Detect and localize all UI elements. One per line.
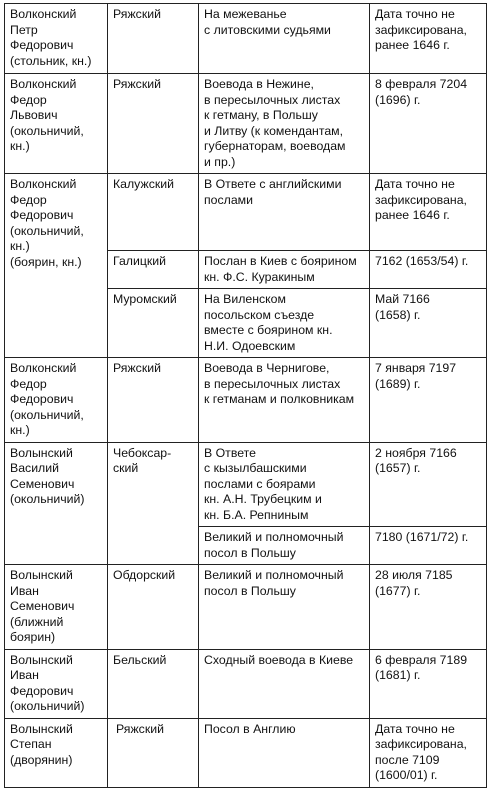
uezd-cell: Чебоксар- ский: [108, 442, 199, 565]
person-cell: Волконский Федор Федорович (окольничий, кн.): [5, 358, 108, 443]
post-cell: На межеванье с литовскими судьями: [199, 4, 370, 74]
date-cell: 6 февраля 7189 (1681) г.: [370, 649, 487, 718]
table-row: [5, 174, 487, 251]
person-cell: Волынский Степан (дворянин): [5, 718, 108, 787]
post-cell: Великий и полномочный посол в Польшу: [199, 527, 370, 565]
officials-table: [4, 3, 487, 788]
date-cell: 28 июля 7185 (1677) г.: [370, 565, 487, 650]
table-row: [5, 74, 487, 174]
uezd-cell: Калужский: [108, 174, 199, 251]
uezd-cell: Галицкий: [108, 251, 199, 289]
person-cell: Волынский Иван Федорович (окольничий): [5, 649, 108, 718]
table-row: [5, 565, 487, 650]
uezd-cell: Ряжский: [108, 358, 199, 443]
post-cell: Посол в Англию: [199, 718, 370, 787]
date-cell: 7 января 7197 (1689) г.: [370, 358, 487, 443]
person-cell: Волконский Федор Львович (окольничий, кн.): [5, 74, 108, 174]
date-cell: Май 7166 (1658) г.: [370, 289, 487, 358]
date-cell: Дата точно не зафиксирована, ранее 1646 г.: [370, 174, 487, 251]
post-cell: Сходный воевода в Киеве: [199, 649, 370, 718]
date-cell: 8 февраля 7204 (1696) г.: [370, 74, 487, 174]
date-cell: 7180 (1671/72) г.: [370, 527, 487, 565]
uezd-cell: Муромский: [108, 289, 199, 358]
person-cell: Волконский Федор Федорович (окольничий, кн.) (боярин, кн.): [5, 174, 108, 358]
person-cell: Волконский Петр Федорович (стольник, кн.): [5, 4, 108, 74]
uezd-cell: Бельский: [108, 649, 199, 718]
table-row: [5, 718, 487, 787]
uezd-cell: Обдорский: [108, 565, 199, 650]
person-cell: Волынский Иван Семенович (ближний боярин): [5, 565, 108, 650]
person-cell: Волынский Василий Семенович (окольничий): [5, 442, 108, 565]
uezd-cell: Ряжский: [108, 4, 199, 74]
date-cell: 2 ноября 7166 (1657) г.: [370, 442, 487, 527]
post-cell: Великий и полномочный посол в Польшу: [199, 565, 370, 650]
date-cell: Дата точно не зафиксирована, после 7109 (1600/01) г.: [370, 718, 487, 787]
post-cell: Воевода в Нежине, в пересылочных листах к гетману, в Польшу и Литву (к комендантам, губернаторам, воеводам и пр.): [199, 74, 370, 174]
table-row: [5, 4, 487, 74]
table-row: [5, 442, 487, 527]
table-row: [5, 358, 487, 443]
post-cell: На Виленском посольском съезде вместе с боярином кн. Н.И. Одоевским: [199, 289, 370, 358]
uezd-cell: Ряжский: [108, 74, 199, 174]
post-cell: Воевода в Чернигове, в пересылочных листах к гетманам и полковникам: [199, 358, 370, 443]
post-cell: В Ответе с английскими послами: [199, 174, 370, 251]
post-cell: В Ответе с кызылбашскими послами с боярами кн. А.Н. Трубецким и кн. Б.А. Репниным: [199, 442, 370, 527]
post-cell: Послан в Киев с боярином кн. Ф.С. Куракиным: [199, 251, 370, 289]
date-cell: 7162 (1653/54) г.: [370, 251, 487, 289]
table-row: [5, 649, 487, 718]
date-cell: Дата точно не зафиксирована, ранее 1646 г.: [370, 4, 487, 74]
uezd-cell: Ряжский: [108, 718, 199, 787]
